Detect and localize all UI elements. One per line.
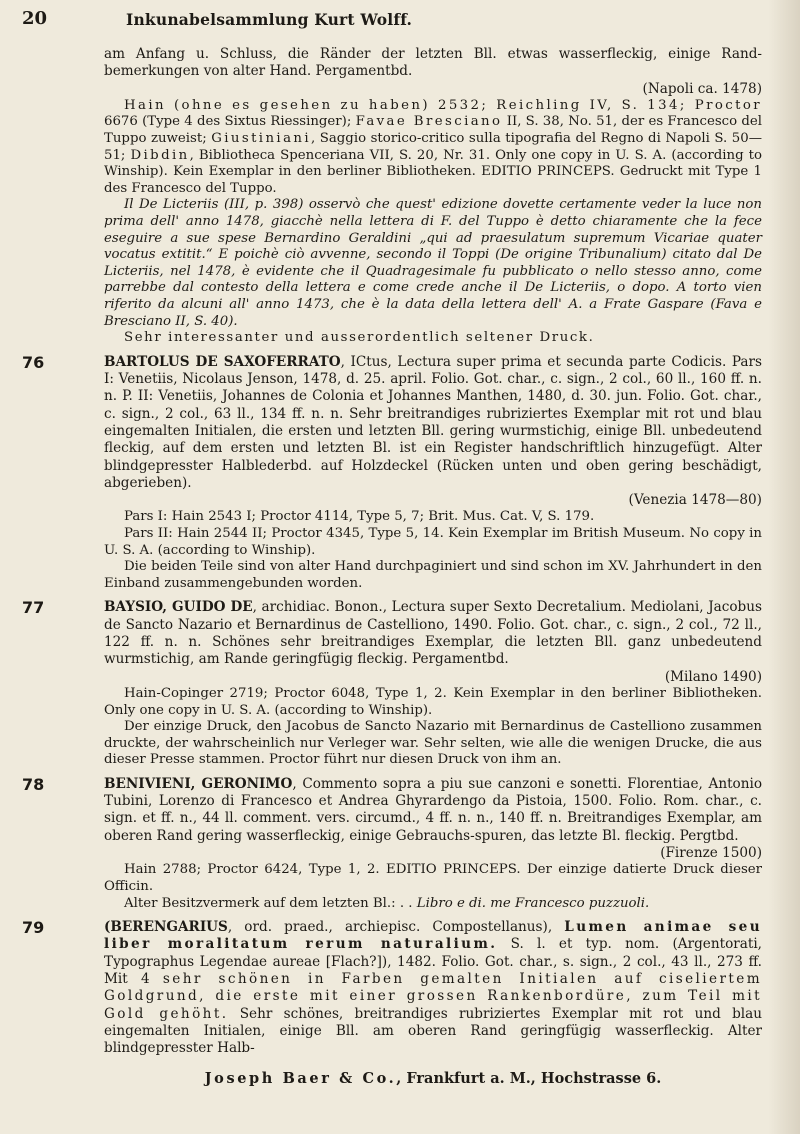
intro-remark: Sehr interessanter und ausserordentlich seltener Druck. <box>124 330 595 346</box>
page-body <box>22 46 763 1087</box>
publisher-footer <box>104 1070 762 1087</box>
entry-number: 76 <box>22 352 45 372</box>
entry-number: 79 <box>22 918 45 938</box>
intro-italian-note: Il De Licteriis (III, p. 398) osservò che quest' edizione dovette certamente veder la luce non prima dell' anno 1478, giacchè nella lettera di F. del Tuppo è detto chiaramente che la fece eseguire a sue spese Bernardino Geraldini „qui ad praesulatum supremum Vicariae quater vocatus extitit.“ E poichè ciò avvenne, secondo il Toppi (De origine Tribunalium) citato dal De Licteriis, nel 1478, è evidente che il Quadragesimale fu pubblicato o nello stesso anno, come parrebbe dal contesto della lettera e come crede anche il De Licteriis, o dopo. A torto vien riferito da alcuni all' anno 1473, che è la data della lettera dell' A. a Frate Gaspare (Fava e Bresciano II, S. 40). <box>104 197 762 329</box>
page-header <box>22 8 760 34</box>
catalog-entry <box>22 352 762 593</box>
entry-number: 77 <box>22 598 45 618</box>
entry-note: Alter Besitzvermerk auf dem letzten Bl.: . . Libro e di. me Francesco puzzuoli. <box>124 895 650 911</box>
entry-place-date: (Venezia 1478—80) <box>628 492 762 509</box>
publisher-name: Joseph Baer & Co. <box>204 1069 397 1087</box>
entry-heading: BENIVIENI, GERONIMO <box>104 775 293 792</box>
catalog-entry <box>22 918 762 1057</box>
intro-paragraph: am Anfang u. Schluss, die Ränder der letzten Bll. etwas wasserfleckig, einige Rand-bemerkungen von alter Hand. Pergamentbd. <box>104 46 762 80</box>
intro-references: Hain (ohne es gesehen zu haben) 2532; Reichling IV, S. 134; Proctor 6676 (Type 4 des Sixtus Riessinger); Favae Bresciano II, S. 38, No. 51, der es Francesco del Tuppo zuweist; Giustiniani, Saggio storico-critico sulla tipografia del Regno di Napoli S. 50—51; Dibdin, Bibliotheca Spenceriana VII, S. 20, Nr. 31. Only one copy in U. S. A. (according to Winship). Kein Exemplar in den berliner Bibliotheken. EDITIO PRINCEPS. Gedruckt mit Type 1 des Francesco del Tuppo. <box>104 97 763 196</box>
publisher-address: , Frankfurt a. M., Hochstrasse 6. <box>396 1069 662 1087</box>
entry-reference: Pars II: Hain 2544 II; Proctor 4345, Type 5, 14. Kein Exemplar im British Museum. No copy in U. S. A. (according to Winship). <box>104 526 762 558</box>
entry-heading: BARTOLUS DE SAXOFERRATO <box>104 353 341 370</box>
entry-heading: BAYSIO, GUIDO DE <box>104 599 253 616</box>
entry-note: Der einzige Druck, den Jacobus de Sancto Nazario mit Bernardinus de Castelliono zusammen druckte, der wahrscheinlich nur Verleger war. Sehr selten, wie alle die wenigen Drucke, die aus dieser Presse stammen. Proctor führt nur diesen Druck von ihm an. <box>104 719 762 768</box>
intro-place-date: (Napoli ca. 1478) <box>642 80 762 97</box>
entry-note: Die beiden Teile sind von alter Hand durchpaginiert und sind schon im XV. Jahrhundert in den Einband zusammengebunden worden. <box>104 559 762 591</box>
page-edge-shadow <box>768 0 800 1134</box>
catalog-entry <box>22 598 762 768</box>
entry-description: (BERENGARIUS, ord. praed., archiepisc. Compostellanus), Lumen animae seu liber moralitatum rerum naturalium. S. l. et typ. nom. (Argentorati, Typographus Legendae aureae [Flach?]), 1482. Folio. Got. char., s. sign., 2 col., 43 ll., 273 ff. Mit 4 sehr schönen in Farben gemalten Initialen auf ciseliertem Goldgrund, die erste mit einer grossen Rankenbordüre, zum Teil mit Gold gehöht. Sehr schönes, breitrandiges rubriziertes Exemplar mit rot und blau eingemalten Initialen, einige Bll. am oberen Rand geringfügig wasserfleckig. Alter blindgepresster Halb- <box>104 919 762 1057</box>
entry-heading: (BERENGARIUS <box>104 919 228 936</box>
entry-description: BENIVIENI, GERONIMO, Commento sopra a piu sue canzoni e sonetti. Florentiae, Antonio Tubini, Lorenzo di Francesco et Andrea Ghyrardengo da Pistoia, 1500. Folio. Rom. char., c. sign. et ff. n., 44 ll. comment. vers. circumd., 4 ff. n. n., 140 ff. n. Breitrandiges Exemplar, am oberen Rand gering wasserfleckig, einige Gebrauchs-spuren, das letzte Bl. fleckig. Pergtbd. <box>104 775 763 844</box>
entry-reference: Hain 2788; Proctor 6424, Type 1, 2. EDITIO PRINCEPS. Der einzige datierte Druck dieser Officin. <box>104 862 762 894</box>
entry-reference: Hain-Copinger 2719; Proctor 6048, Type 1, 2. Kein Exemplar in den berliner Bibliotheken. Only one copy in U. S. A. (according to Winship). <box>104 685 762 718</box>
entry-number: 78 <box>22 774 45 794</box>
entry-place-date: (Firenze 1500) <box>660 845 762 862</box>
entry-reference: Pars I: Hain 2543 I; Proctor 4114, Type 5, 7; Brit. Mus. Cat. V, S. 179. <box>124 509 595 525</box>
page-number: 20 <box>22 8 48 29</box>
running-head: Inkunabelsammlung Kurt Wolff. <box>126 10 413 29</box>
intro-continuation <box>104 46 762 347</box>
entry-description: BARTOLUS DE SAXOFERRATO, ICtus, Lectura super prima et secunda parte Codicis. Pars I: Venetiis, Nicolaus Jenson, 1478, d. 25. april. Folio. Got. char., c. sign., 2 col., 60 ll., 160 ff. n. n. P. II: Venetiis, Johannes de Colonia et Johannes Manthen, 1480, d. 30. jun. Folio. Got. char., c. sign., 2 col., 63 ll., 134 ff. n. n. Sehr breitrandiges rubriziertes Exemplar mit rot und blau eingemalten Initialen, die ersten und letzten Bll. gering wurmstichig, einige Bll. unbedeutend fleckig, auf dem ersten und letzten Bl. ist ein Register handschriftlich hinzugefügt. Alter blindgepresster Halblederbd. auf Holzdeckel (Rücken unten und oben gering beschädigt, abgerieben). <box>104 353 762 491</box>
catalog-entry <box>22 774 763 912</box>
entry-description: BAYSIO, GUIDO DE, archidiac. Bonon., Lectura super Sexto Decretalium. Mediolani, Jacobus de Sancto Nazario et Bernardinus de Castelliono, 1490. Folio. Got. char., c. sign., 2 col., 72 ll., 122 ff. n. n. Schönes sehr breitrandiges Exemplar, die letzten Bll. ganz unbedeutend wurmstichig, am Rande geringfügig fleckig. Pergamentbd. <box>104 599 762 668</box>
entry-place-date: (Milano 1490) <box>664 668 762 685</box>
